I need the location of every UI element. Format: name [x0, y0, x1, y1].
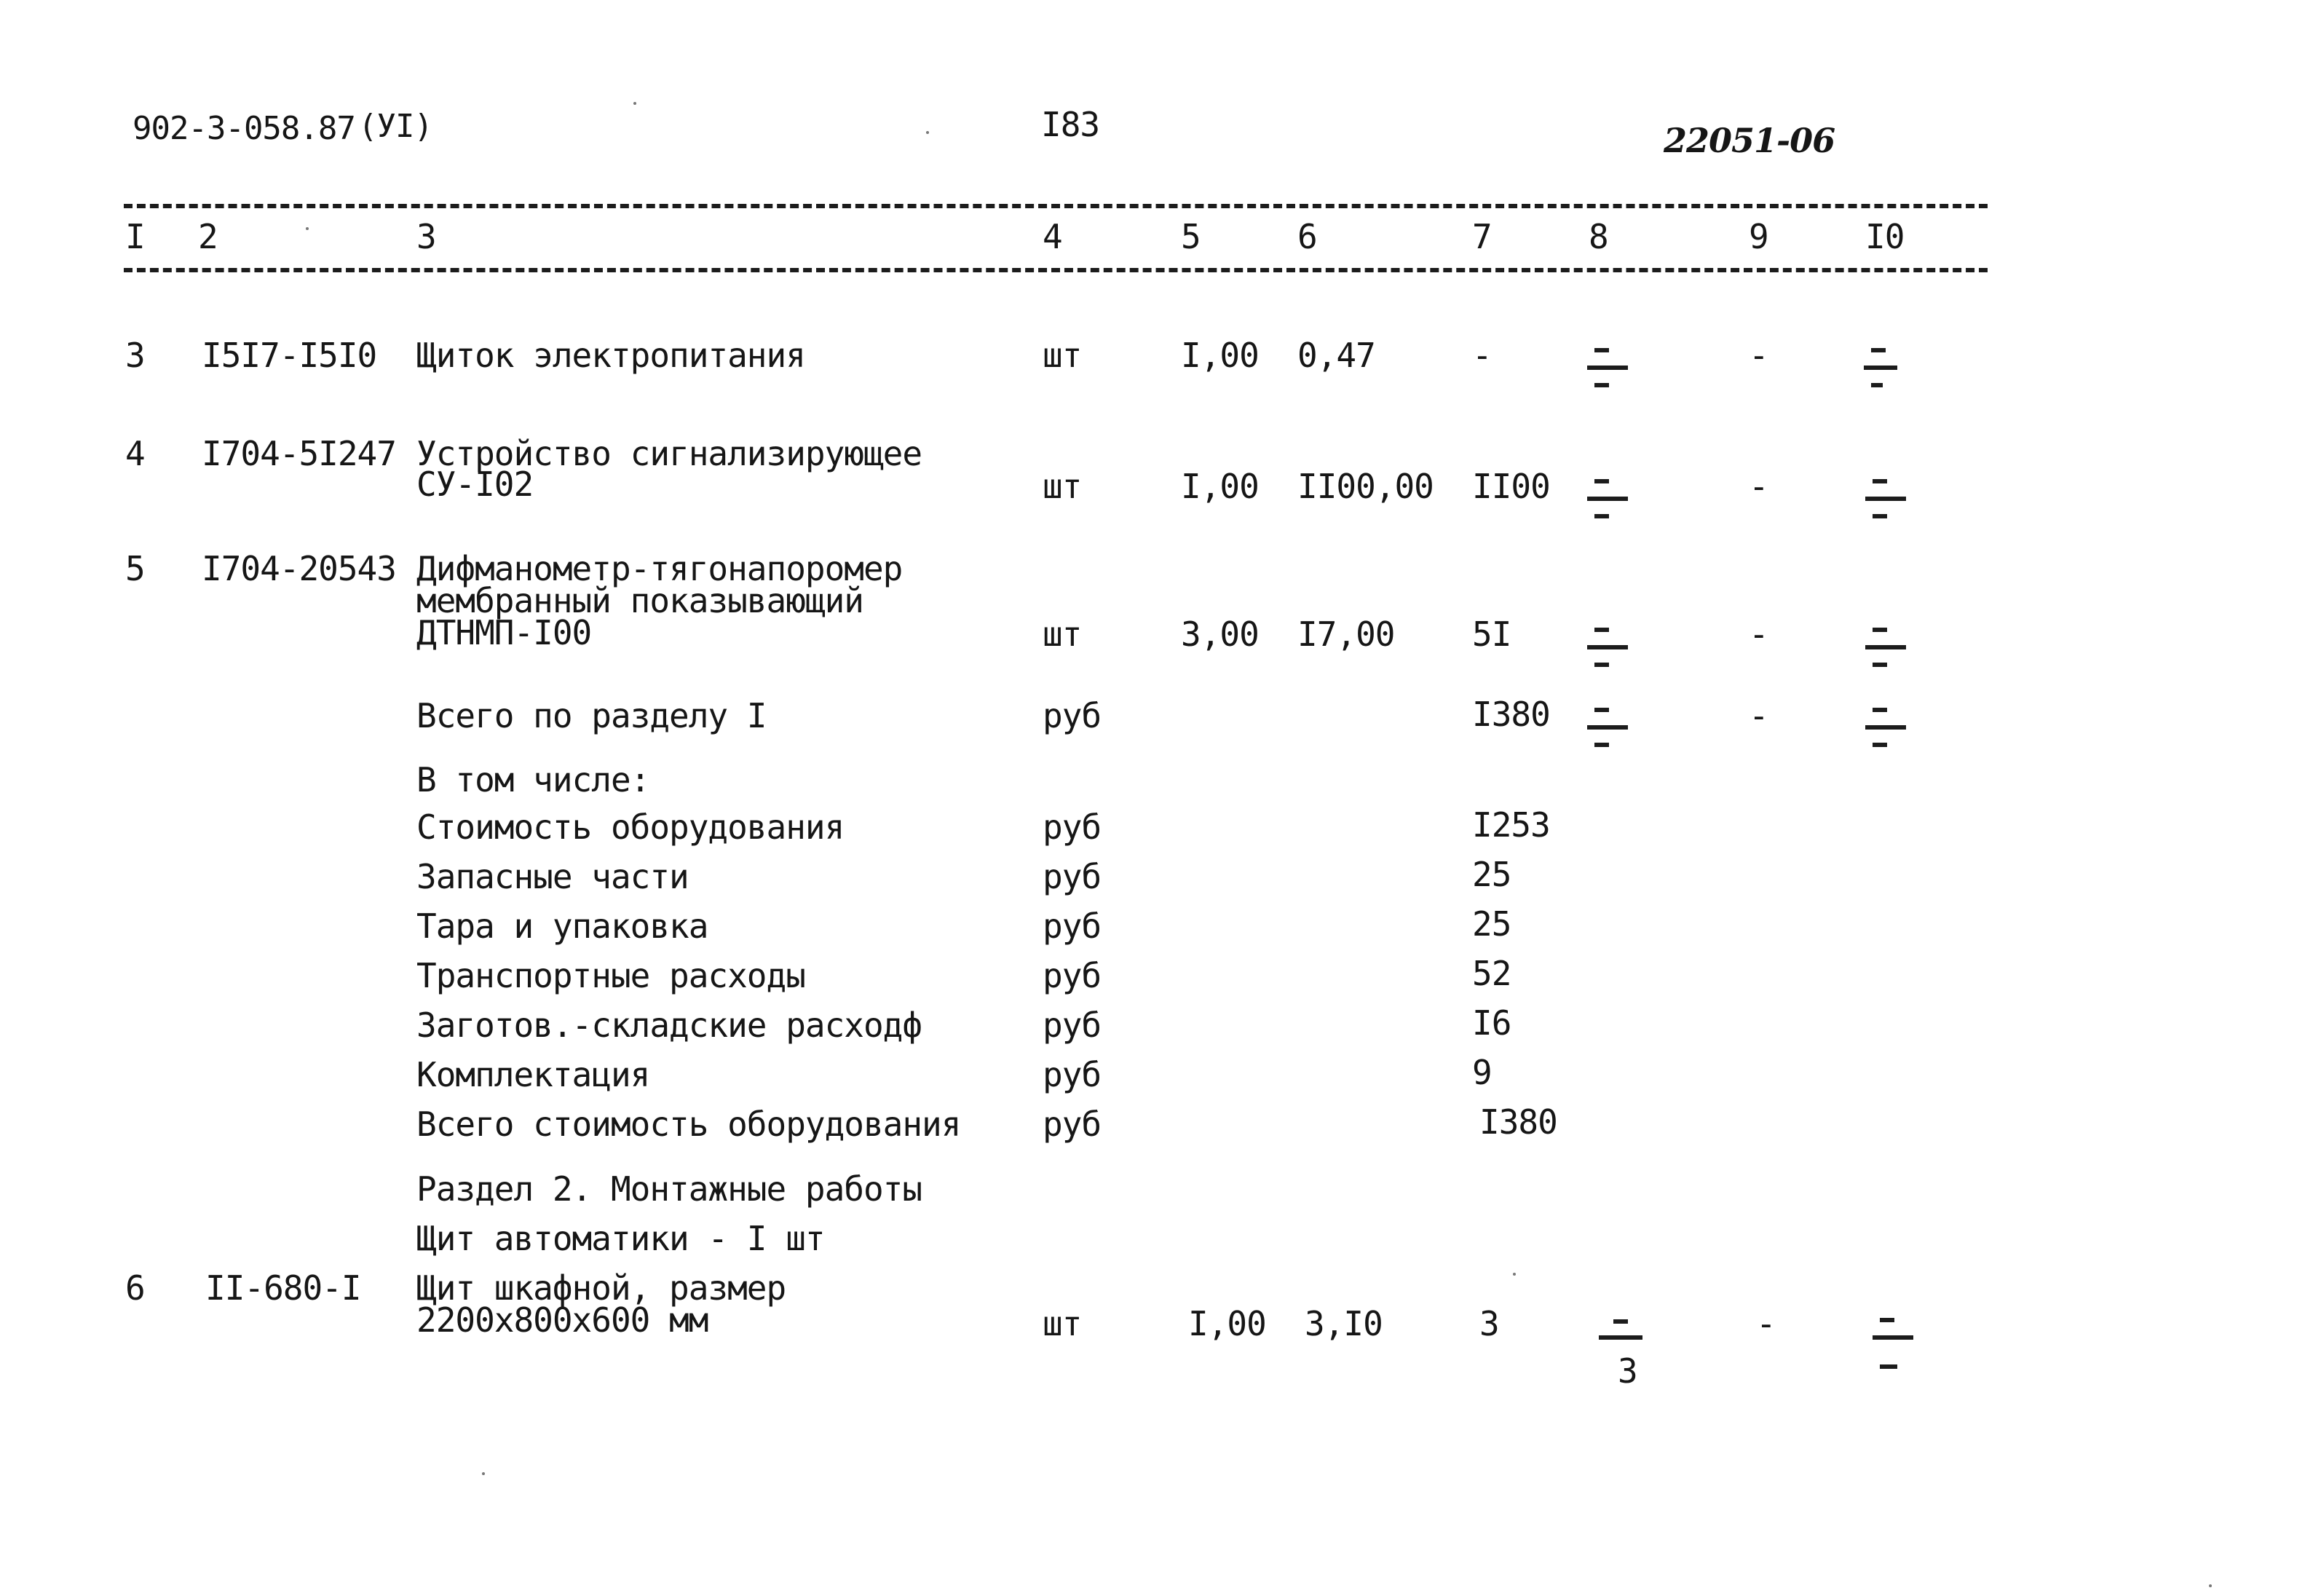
row-code: I5I7-I5I0: [202, 336, 377, 375]
row-col8-denominator: 3: [1618, 1351, 1637, 1391]
scan-speck: [633, 102, 636, 105]
page-number: I83: [1041, 105, 1100, 144]
column-header: 3: [416, 217, 436, 256]
row-quantity: I,00: [1181, 336, 1259, 375]
row-total: 3: [1479, 1304, 1499, 1343]
row-col9: -: [1749, 615, 1768, 654]
row-name-line: Щит шкафной, размер: [416, 1268, 786, 1308]
breakdown-unit: руб: [1043, 956, 1102, 995]
fraction-mark: [1865, 479, 1909, 523]
header-rule-bottom: [124, 268, 1988, 272]
document-code: 902-3-058.87: [133, 110, 355, 147]
breakdown-unit: руб: [1043, 807, 1102, 847]
row-total: -: [1472, 336, 1492, 375]
fraction-mark: [1587, 479, 1631, 523]
row-code: I704-5I247: [202, 434, 396, 473]
row-unit: шт: [1043, 336, 1082, 375]
fraction-mark: [1587, 348, 1631, 392]
breakdown-title: В том числе:: [416, 760, 650, 799]
breakdown-unit: руб: [1043, 906, 1102, 946]
row-col9: -: [1756, 1304, 1776, 1343]
row-quantity: I,00: [1188, 1304, 1266, 1343]
row-unit: шт: [1043, 467, 1082, 506]
fraction-mark: [1864, 348, 1907, 392]
row-name-line: мембранный показывающий: [416, 581, 863, 620]
breakdown-unit: руб: [1043, 1006, 1102, 1045]
breakdown-value: I6: [1472, 1003, 1511, 1043]
fraction-mark: [1865, 628, 1909, 671]
section-total-col9: -: [1749, 696, 1768, 735]
breakdown-label: Заготов.-складские расходф: [416, 1006, 922, 1045]
archive-number: 22051-06: [1664, 121, 1835, 160]
row-name-line: Устройство сигнализирующее: [416, 434, 922, 473]
scan-speck: [306, 227, 309, 230]
row-number: 5: [125, 549, 145, 588]
row-name-line: Дифманометр-тягонапоромер: [416, 549, 903, 588]
row-unit-price: II00,00: [1297, 467, 1434, 506]
row-total: II00: [1472, 467, 1550, 506]
row-col9: -: [1749, 336, 1768, 375]
section-title: Раздел 2. Монтажные работы: [416, 1169, 922, 1209]
breakdown-label: Тара и упаковка: [416, 906, 708, 946]
column-header: 4: [1043, 217, 1062, 256]
row-name-line: Щиток электропитания: [416, 336, 805, 375]
row-number: 6: [125, 1268, 145, 1308]
fraction-mark: [1587, 708, 1631, 751]
row-unit: шт: [1043, 615, 1082, 654]
column-header: I: [125, 217, 145, 256]
breakdown-value: 9: [1472, 1053, 1492, 1092]
breakdown-label: Транспортные расходы: [416, 956, 805, 995]
row-name-line: СУ-I02: [416, 465, 534, 504]
section-total-label: Всего по разделу I: [416, 696, 767, 735]
scan-speck: [926, 131, 929, 134]
row-unit-price: 0,47: [1297, 336, 1375, 375]
row-code: I704-20543: [202, 549, 396, 588]
breakdown-value: I380: [1479, 1102, 1557, 1142]
row-quantity: 3,00: [1181, 615, 1259, 654]
scan-speck: [1513, 1273, 1516, 1276]
breakdown-unit: руб: [1043, 857, 1102, 896]
row-unit: шт: [1043, 1304, 1082, 1343]
section-subtitle: Щит автоматики - I шт: [416, 1219, 825, 1258]
column-header: I0: [1865, 217, 1905, 256]
row-name-line: ДТНМП-I00: [416, 613, 592, 652]
breakdown-unit: руб: [1043, 1105, 1102, 1144]
row-quantity: I,00: [1181, 467, 1259, 506]
breakdown-value: I253: [1472, 805, 1550, 845]
fraction-mark: [1865, 708, 1909, 751]
breakdown-label: Запасные части: [416, 857, 689, 896]
header-rule-top: [124, 204, 1988, 208]
row-number: 3: [125, 336, 145, 375]
column-header: 9: [1749, 217, 1768, 256]
breakdown-value: 52: [1472, 954, 1511, 993]
document-volume: (УI): [358, 108, 432, 145]
row-total: 5I: [1472, 615, 1511, 654]
column-header: 5: [1181, 217, 1201, 256]
row-unit-price: 3,I0: [1305, 1304, 1383, 1343]
breakdown-value: 25: [1472, 855, 1511, 894]
row-code: II-680-I: [205, 1268, 361, 1308]
column-header: 7: [1472, 217, 1492, 256]
row-number: 4: [125, 434, 145, 473]
breakdown-unit: руб: [1043, 1055, 1102, 1094]
row-name-line: 2200х800х600 мм: [416, 1300, 708, 1340]
row-unit-price: I7,00: [1297, 615, 1395, 654]
row-col9: -: [1749, 467, 1768, 506]
section-total-unit: руб: [1043, 696, 1102, 735]
scan-speck: [2209, 1584, 2212, 1587]
breakdown-label: Комплектация: [416, 1055, 650, 1094]
fraction-mark: [1587, 628, 1631, 671]
section-total-value: I380: [1472, 695, 1550, 734]
breakdown-label: Стоимость оборудования: [416, 807, 845, 847]
scan-speck: [482, 1472, 485, 1475]
breakdown-value: 25: [1472, 904, 1511, 944]
column-header: 8: [1589, 217, 1608, 256]
fraction-mark: [1873, 1318, 1916, 1362]
column-header: 6: [1297, 217, 1317, 256]
breakdown-label: Всего стоимость оборудования: [416, 1105, 961, 1144]
column-header: 2: [198, 217, 218, 256]
